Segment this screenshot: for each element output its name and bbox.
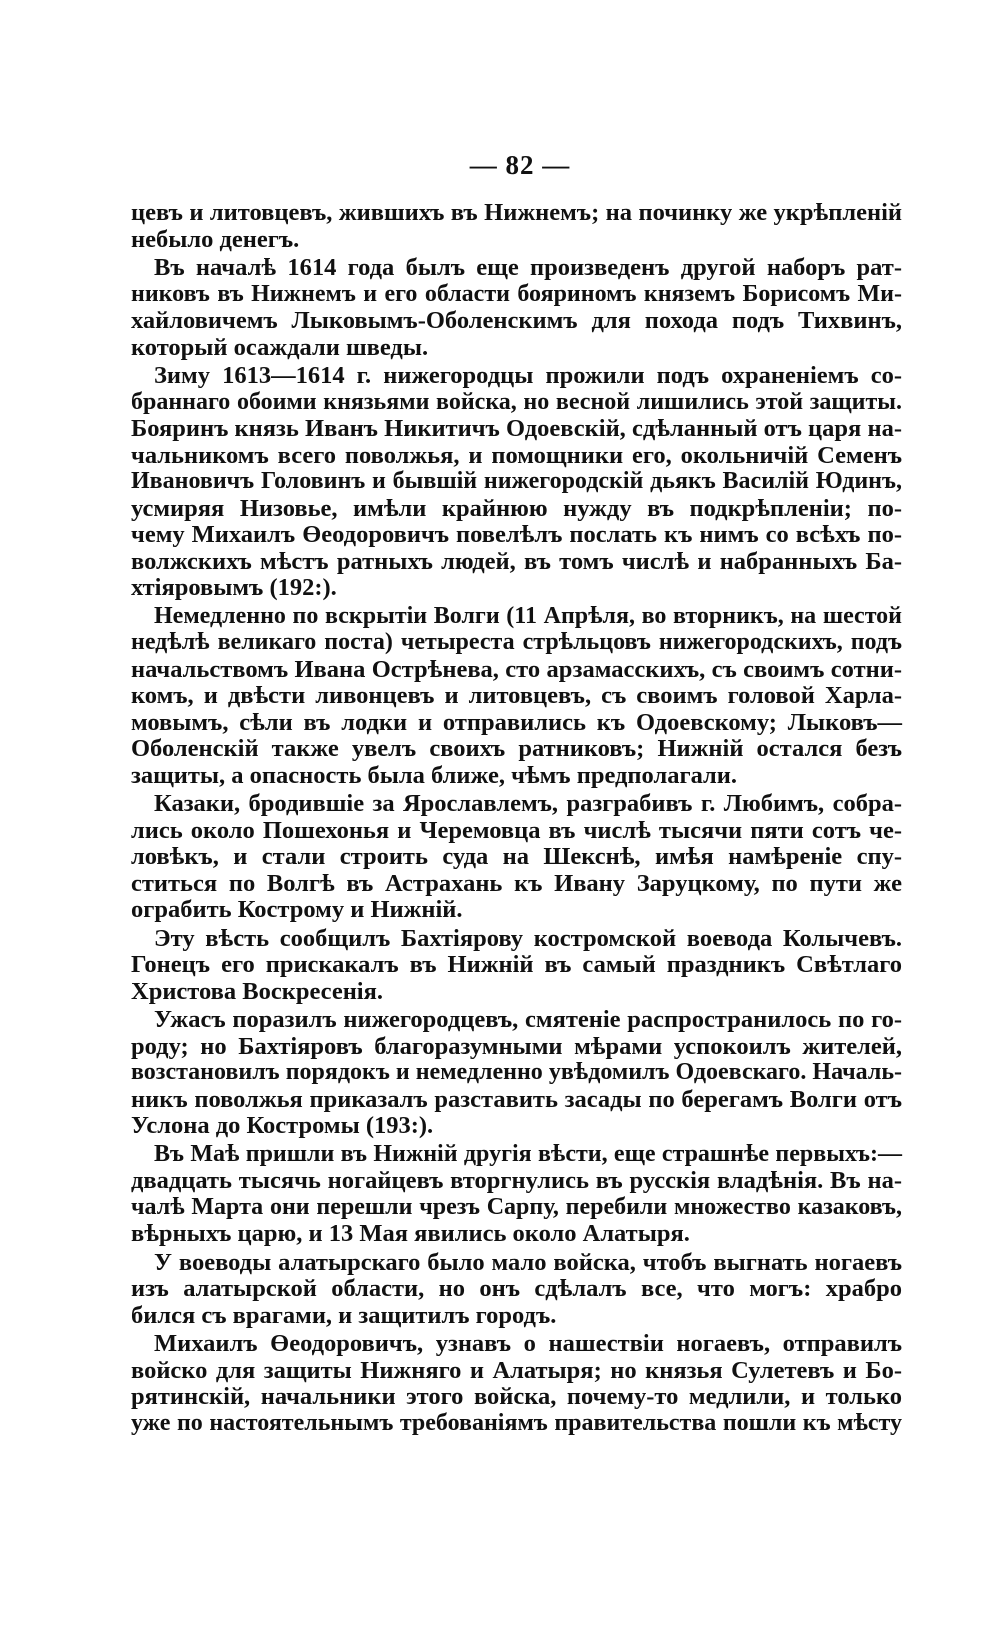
- text-line: волжскихъ мѣстъ ратныхъ людей, въ томъ числѣ и набранныхъ Ба-: [131, 547, 902, 575]
- text-line: роду; но Бахтіяровъ благоразумными мѣрами успокоилъ жителей,: [131, 1032, 902, 1060]
- text-line: ловѣкъ, и стали строить суда на Шекснѣ, имѣя намѣреніе спу-: [131, 843, 902, 870]
- text-line: чальникомъ всего поволжья, и помощники его, окольничій Семенъ: [131, 441, 902, 469]
- text-line: Въ началѣ 1614 года былъ еще произведенъ другой наборъ рат-: [154, 254, 902, 281]
- text-line: начальствомъ Ивана Острѣнева, сто арзамасскихъ, съ своимъ сотни-: [131, 655, 902, 683]
- text-line: изъ алатырской области, но онъ сдѣлалъ все, что могъ: храбро: [131, 1275, 902, 1302]
- text-line: возстановилъ порядокъ и немедленно увѣдомилъ Одоевскаго. Началь-: [131, 1059, 902, 1085]
- text-line: У воеводы алатырскаго было мало войска, чтобъ выгнать ногаевъ: [154, 1248, 902, 1276]
- text-line: никъ поволжья приказалъ разставить засады по берегамъ Волги отъ: [131, 1085, 902, 1113]
- text-line: Ужасъ поразилъ нижегородцевъ, смятеніе распространилось по го-: [154, 1006, 902, 1033]
- text-line: чалѣ Марта они перешли чрезъ Сарпу, перебили множество казаковъ,: [131, 1193, 902, 1220]
- text-line: Ивановичъ Головинъ и бывшій нижегородскій дьякъ Василій Юдинъ,: [131, 468, 902, 494]
- text-line: хтіяровымъ (192:).: [131, 574, 337, 601]
- text-line: вѣрныхъ царю, и 13 Мая явились около Алатыря.: [131, 1220, 690, 1247]
- text-line: защиты, а опасность была ближе, чѣмъ предполагали.: [131, 761, 738, 789]
- text-line: небыло денегъ.: [131, 225, 300, 253]
- text-line: ограбить Кострому и Нижній.: [131, 896, 463, 923]
- text-line: войско для защиты Нижняго и Алатыря; но князья Сулетевъ и Бо-: [131, 1356, 902, 1384]
- text-line: бился съ врагами, и защитилъ городъ.: [131, 1301, 557, 1329]
- text-line: Немедленно по вскрытіи Волги (11 Апрѣля, во вторникъ, на шестой: [154, 602, 902, 629]
- text-line: никовъ въ Нижнемъ и его области бояриномъ княземъ Борисомъ Ми-: [131, 280, 902, 307]
- text-line: хайловичемъ Лыковымъ-Оболенскимъ для похода подъ Тихвинъ,: [131, 307, 902, 334]
- text-line: недѣлѣ великаго поста) четыреста стрѣльцовъ нижегородскихъ, подъ: [131, 629, 902, 655]
- text-line: рятинскій, начальники этого войска, почему-то медлили, и только: [131, 1383, 902, 1410]
- text-line: Зиму 1613—1614 г. нижегородцы прожили подъ охраненіемъ со-: [154, 362, 902, 389]
- text-line: ститься по Волгѣ въ Астрахань къ Ивану Заруцкому, по пути же: [131, 869, 902, 897]
- text-line: Гонецъ его прискакалъ въ Нижній въ самый праздникъ Свѣтлаго: [131, 951, 902, 978]
- text-line: Услона до Костромы (193:).: [131, 1112, 434, 1139]
- text-line: Въ Маѣ пришли въ Нижній другія вѣсти, еще страшнѣе первыхъ:—: [154, 1140, 902, 1167]
- text-line: браннаго обоими князьями войска, но весной лишились этой защиты.: [131, 388, 902, 415]
- text-line: Оболенскій также увелъ своихъ ратниковъ; Нижній остался безъ: [131, 735, 902, 762]
- text-line: уже по настоятельнымъ требованіямъ правительства пошли къ мѣсту: [131, 1409, 902, 1436]
- text-line: чему Михаилъ Өеодоровичъ повелѣлъ послать къ нимъ со всѣхъ по-: [131, 521, 902, 548]
- text-line: усмиряя Низовье, имѣли крайнюю нужду въ подкрѣпленіи; по-: [131, 494, 902, 522]
- text-line: Михаилъ Өеодоровичъ, узнавъ о нашествіи ногаевъ, отправилъ: [154, 1330, 902, 1357]
- text-line: цевъ и литовцевъ, жившихъ въ Нижнемъ; на починку же укрѣпленій: [131, 199, 902, 226]
- text-line: двадцать тысячь ногайцевъ вторгнулись въ русскія владѣнія. Въ на-: [131, 1167, 902, 1194]
- text-line: Казаки, бродившіе за Ярославлемъ, разграбивъ г. Любимъ, собра-: [154, 790, 902, 817]
- text-line: комъ, и двѣсти ливонцевъ и литовцевъ, съ своимъ головой Харла-: [131, 682, 902, 709]
- text-line: который осаждали шведы.: [131, 333, 429, 361]
- text-line: Христова Воскресенія.: [131, 977, 383, 1005]
- text-line: Бояринъ князь Иванъ Никитичъ Одоевскій, сдѣланный отъ царя на-: [131, 415, 902, 442]
- text-line: лись около Пошехонья и Черемовца въ числѣ тысячи пяти сотъ че-: [131, 816, 902, 844]
- text-line: мовымъ, сѣли въ лодки и отправились къ Одоевскому; Лыковъ—: [131, 708, 902, 736]
- text-line: Эту вѣсть сообщилъ Бахтіярову костромской воевода Колычевъ.: [154, 924, 902, 952]
- page-number: — 82 —: [469, 150, 571, 180]
